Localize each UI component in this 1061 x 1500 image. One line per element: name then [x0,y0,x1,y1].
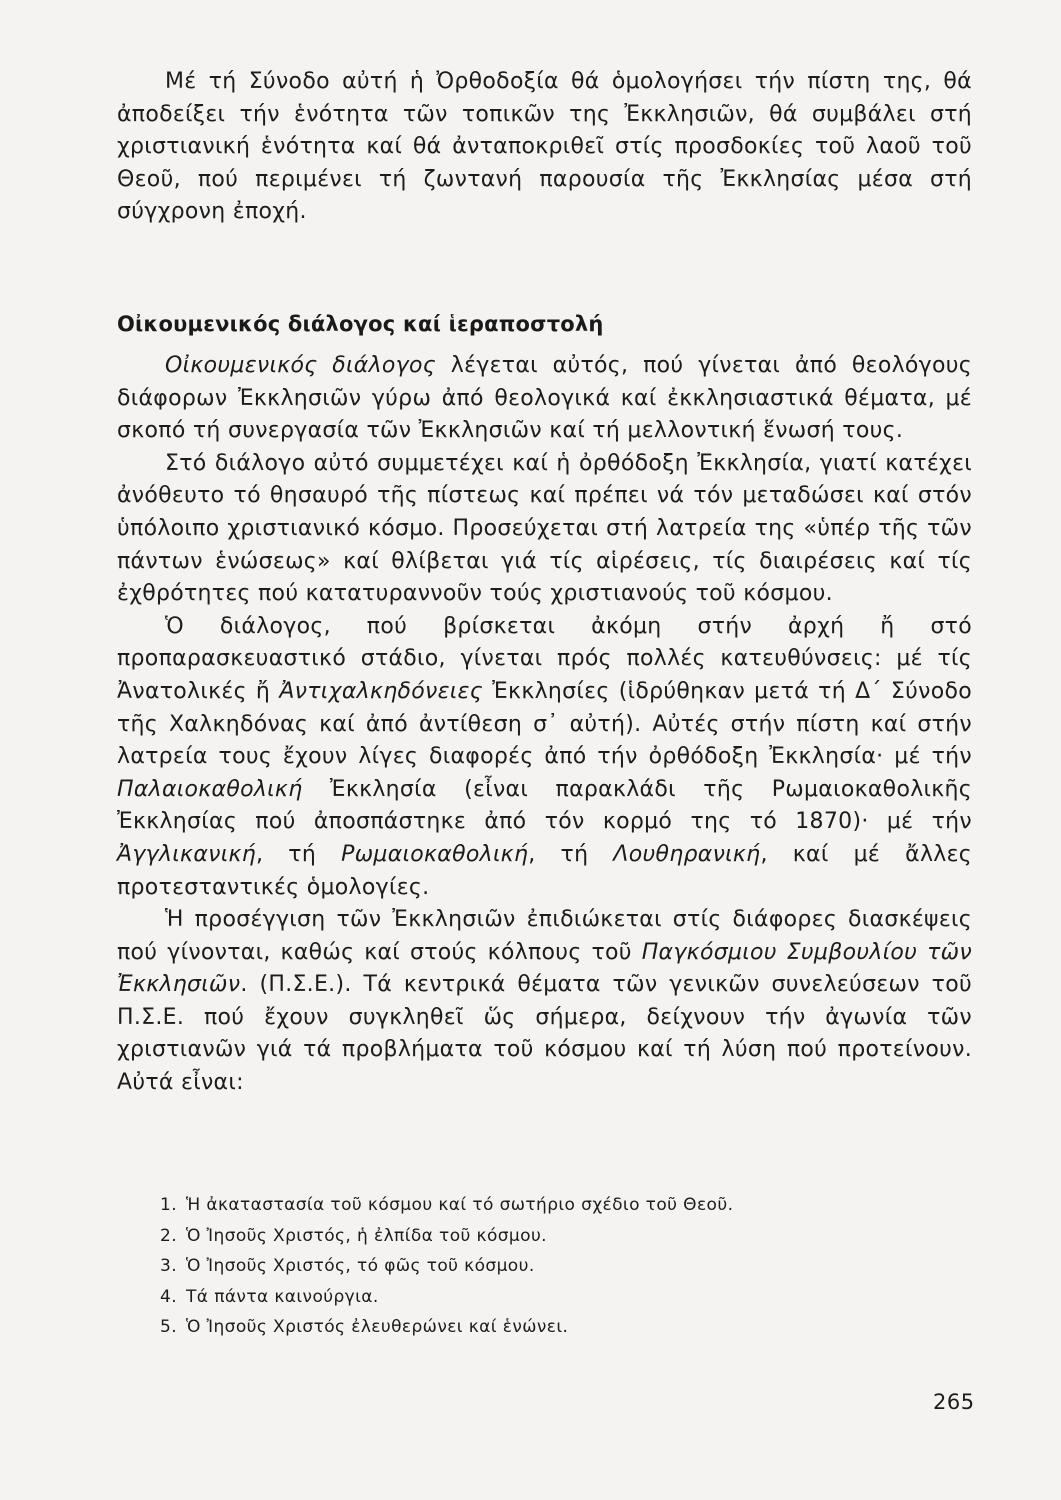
text-run: . (Π.Σ.Ε.). Τά κεντρικά θέματα τῶν γενικῶν συνελεύσεων τοῦ Π.Σ.Ε. πού ἔχουν συγκληθεῖ ὥς σήμερα, δείχνουν τήν ἀγωνία τῶν χριστιανῶν γιά τά προβλήματα τοῦ κόσμου καί τή λύση πού προτείνουν. Αὐτά εἶναι: [117,972,972,1096]
participation-paragraph: Στό διάλογο αὐτό συμμετέχει καί ἡ ὀρθόδοξη Ἐκκλησία, γιατί κατέχει ἀνόθευτο τό θησαυρό τῆς πίστεως καί πρέπει νά τόν μεταδώσει καί στόν ὑπόλοιπο χριστιανικό κόσμο. Προσεύχεται στή λατρεία της «ὑπέρ τῆς τῶν πάντων ἑνώσεως» καί θλίβεται γιά τίς αἱρέσεις, τίς διαιρέσεις καί τίς ἐχθρότητες πού κατατυραννοῦν τούς χριστιανούς τοῦ κόσμου. [117,450,972,607]
text-run: , τή [528,841,614,867]
term-wcc: Παγκόσμιου Συμβουλίου τῶν Ἐκκλησιῶν [117,939,972,998]
list-number: 5. [160,1317,178,1337]
term-old-catholic: Παλαιοκαθολική [117,776,303,802]
list-item [160,1190,733,1221]
list-item [160,1282,733,1313]
text-run: , καί μέ ἄλλες προτεσταντικές ὁμολογίες. [117,841,972,900]
definition-paragraph [117,350,972,448]
list-text: Ἡ ἀκαταστασία τοῦ κόσμου καί τό σωτήριο σχέδιο τοῦ Θεοῦ. [186,1195,734,1215]
text-run: Ἐκκλησία (εἶναι παρακλάδι τῆς Ρωμαιοκαθολικῆς Ἐκκλησίας πού ἀποσπάστηκε ἀπό τόν κορμό της τό 1870)· μέ τήν [117,776,972,835]
intro-block [117,66,972,229]
list-number: 1. [160,1195,178,1215]
definition-text: λέγεται αὐτός, πού γίνεται ἀπό θεολόγους διάφορων Ἐκκλησιῶν γύρω ἀπό θεολογικά καί ἐκκλησιαστικά θέματα, μέ σκοπό τή συνεργασία τῶν Ἐκκλησιῶν καί τή μελλοντική ἕνωσή τους. [117,353,972,444]
list-number: 2. [160,1225,178,1246]
term-roman-catholic: Ρωμαιοκαθολική [341,841,529,867]
list-text: Ὁ Ἰησοῦς Χριστός, ἡ ἐλπίδα τοῦ κόσμου. [186,1225,547,1246]
wcc-themes-list [160,1190,733,1343]
list-number: 3. [160,1256,178,1276]
term-ecumenical-dialogue: Οἰκουμενικός διάλογος [165,353,436,378]
list-text: Τά πάντα καινούργια. [186,1286,379,1307]
list-item [160,1312,733,1343]
list-text: Ὁ Ἰησοῦς Χριστός ἐλευθερώνει καί ἑνώνει. [186,1317,569,1337]
text-run: Ἡ προσέγγιση τῶν Ἐκκλησιῶν ἐπιδιώκεται στίς διάφορες διασκέψεις πού γίνονται, καθώς καί στούς κόλπους τοῦ [117,907,972,965]
wcc-paragraph [117,904,972,1100]
text-run: Ἐκκλησίες (ἱδρύθηκαν μετά τή Δ΄ Σύνοδο τῆς Χαλκηδόνας καί ἀπό ἀντίθεση σ᾿ αὐτή). Αὐτές στήν πίστη καί στήν λατρεία τους ἔχουν λίγες διαφορές ἀπό τήν ὀρθόδοξη Ἐκκλησία· μέ τήν [117,678,973,770]
list-item [160,1251,733,1282]
term-antichalcedonian: Ἀντιχαλκηδόνειες [279,678,483,704]
page-number: 265 [933,1390,975,1414]
directions-paragraph [117,611,972,904]
term-lutheran: Λουθηρανική [613,841,761,867]
list-text: Ὁ Ἰησοῦς Χριστός, τό φῶς τοῦ κόσμου. [186,1256,535,1276]
section-heading: Οἰκουμενικός διάλογος καί ἱεραποστολή [117,312,604,336]
text-run: , τή [255,841,342,867]
list-number: 4. [160,1286,178,1307]
text-run: Ὁ διάλογος, πού βρίσκεται ἀκόμη στήν ἀρχή ἤ στό προπαρασκευαστικό στάδιο, γίνεται πρός πολλές κατευθύνσεις: μέ τίς Ἀνατολικές ἤ [117,613,972,704]
list-item [160,1221,733,1252]
intro-paragraph: Μέ τή Σύνοδο αὐτή ἡ Ὀρθοδοξία θά ὁμολογήσει τήν πίστη της, θά ἀποδείξει τήν ἑνότητα τῶν τοπικῶν της Ἐκκλησιῶν, θά συμβάλει στή χριστιανική ἑνότητα καί θά ἀνταποκριθεῖ στίς προσδοκίες τοῦ λαοῦ τοῦ Θεοῦ, πού περιμένει τή ζωντανή παρουσία τῆς Ἐκκλησίας μέσα στή σύγχρονη ἐποχή. [117,69,972,225]
term-anglican: Ἀγγλικανική [117,841,256,867]
section-body [117,350,972,1100]
